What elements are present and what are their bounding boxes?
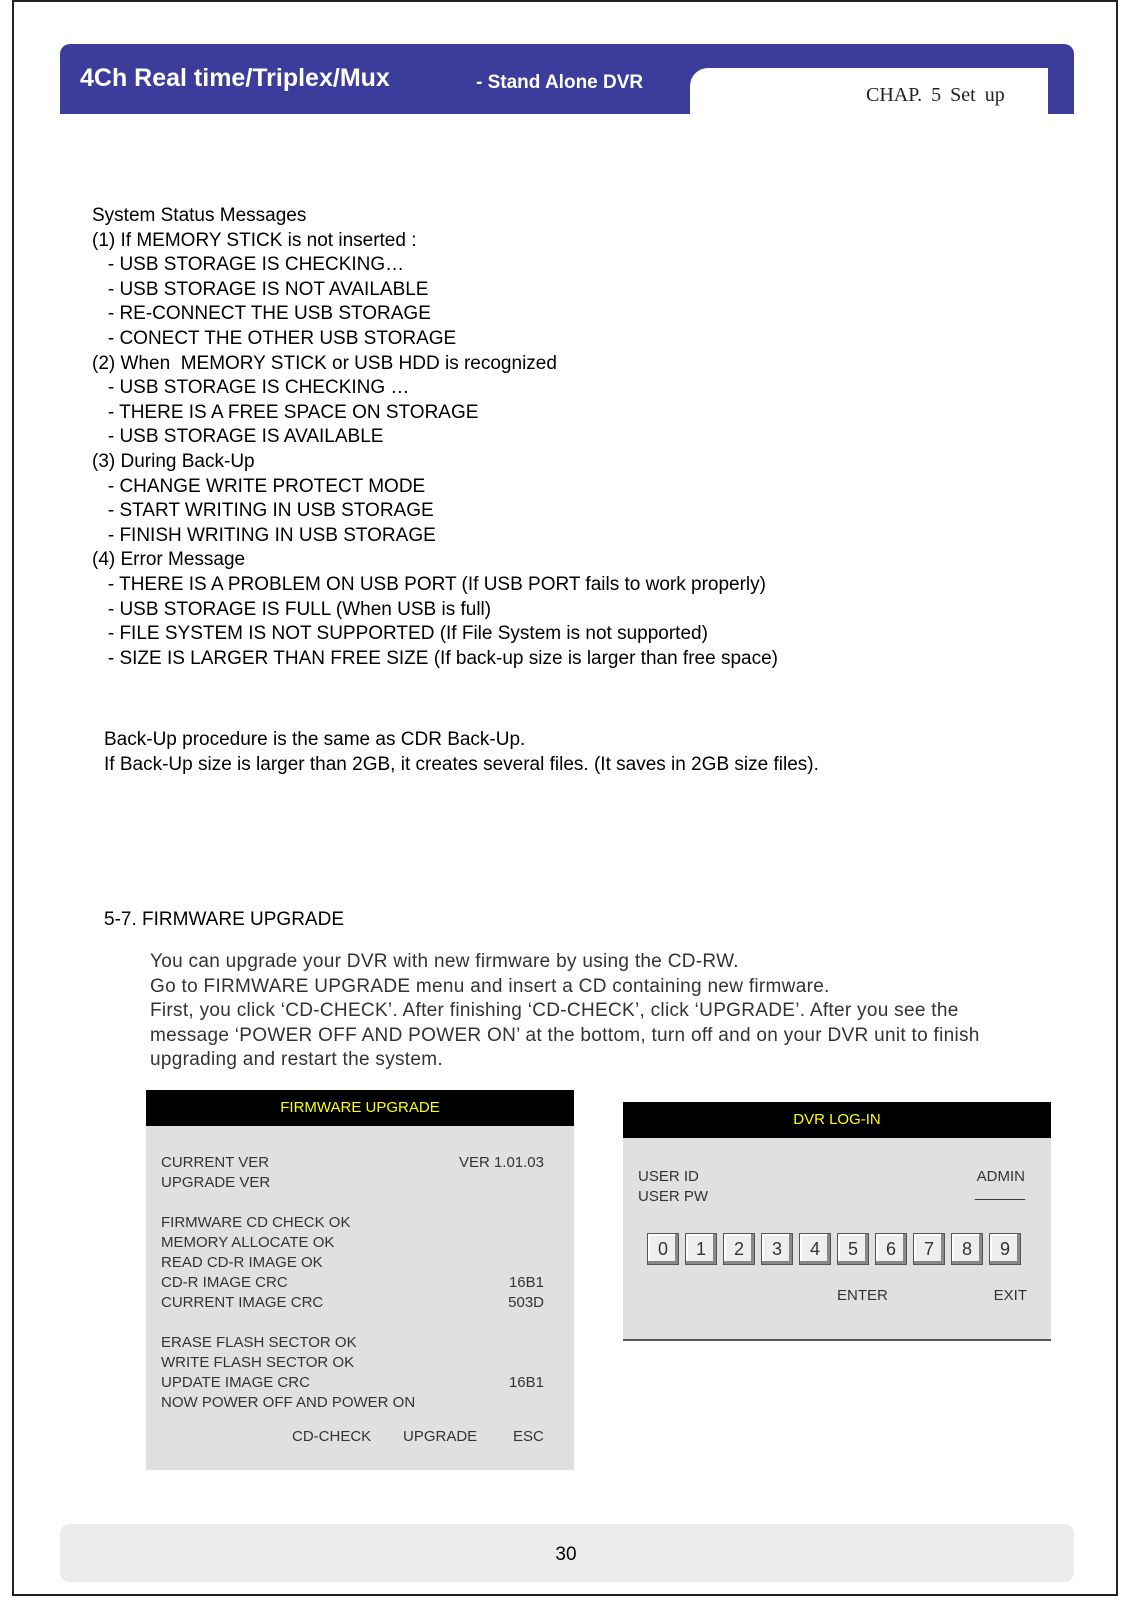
backup-note [104,727,819,777]
section-line: upgrading and restart the system. [150,1049,443,1071]
section-line: First, you click ‘CD-CHECK’. After finishing ‘CD-CHECK’, click ‘UPGRADE’. After you see the [150,1000,959,1022]
backup-line: If Back-Up size is larger than 2GB, it creates several files. (It saves in 2GB size files). [104,754,819,775]
esc-button[interactable]: ESC [513,1428,544,1445]
key-6[interactable]: 6 [875,1233,907,1265]
upgrade-ver-label: UPGRADE VER [161,1174,271,1191]
key-7[interactable]: 7 [913,1233,945,1265]
status-line: (2) When MEMORY STICK or USB HDD is recognized [92,352,557,374]
chapter-label: CHAP. 5 Set up [866,84,1005,106]
user-id-value[interactable]: ADMIN [976,1168,1025,1185]
status-line: System Status Messages [92,205,307,226]
key-2[interactable]: 2 [723,1233,755,1265]
status-line: - CONECT THE OTHER USB STORAGE [92,327,457,349]
erase-flash-ok: ERASE FLASH SECTOR OK [161,1334,357,1351]
firmware-panel-title: FIRMWARE UPGRADE [146,1090,574,1126]
section-body [150,950,980,1073]
memory-allocate-ok: MEMORY ALLOCATE OK [161,1234,335,1251]
status-line: - START WRITING IN USB STORAGE [92,500,434,522]
key-1[interactable]: 1 [685,1233,717,1265]
enter-button[interactable]: ENTER [837,1287,888,1304]
dvr-login-panel [623,1102,1051,1341]
exit-button[interactable]: EXIT [993,1287,1027,1304]
status-line: - THERE IS A PROBLEM ON USB PORT (If USB PORT fails to work properly) [92,573,766,595]
key-8[interactable]: 8 [951,1233,983,1265]
section-line: Go to FIRMWARE UPGRADE menu and insert a CD containing new firmware. [150,975,830,997]
section-title: 5-7. FIRMWARE UPGRADE [104,909,344,930]
status-line: - USB STORAGE IS CHECKING … [92,377,410,399]
read-image-ok: READ CD-R IMAGE OK [161,1254,323,1271]
status-line: - THERE IS A FREE SPACE ON STORAGE [92,401,479,423]
user-pw-field[interactable]: ______ [974,1184,1025,1201]
key-4[interactable]: 4 [799,1233,831,1265]
cdr-crc-value: 16B1 [508,1274,544,1291]
status-line: - SIZE IS LARGER THAN FREE SIZE (If back-up size is larger than free space) [92,647,778,669]
header-title: 4Ch Real time/Triplex/Mux [80,64,390,92]
status-line: - FINISH WRITING IN USB STORAGE [92,524,436,546]
status-line: (1) If MEMORY STICK is not inserted : [92,229,417,251]
header-subtitle: - Stand Alone DVR [476,72,644,93]
firmware-upgrade-panel [146,1090,574,1470]
status-messages [92,204,778,671]
current-crc-label: CURRENT IMAGE CRC [161,1294,324,1311]
cd-check-ok: FIRMWARE CD CHECK OK [161,1214,351,1231]
key-3[interactable]: 3 [761,1233,793,1265]
key-5[interactable]: 5 [837,1233,869,1265]
status-line: - CHANGE WRITE PROTECT MODE [92,475,426,497]
login-panel-title: DVR LOG-IN [623,1102,1051,1138]
current-crc-value: 503D [508,1294,544,1311]
cdr-crc-label: CD-R IMAGE CRC [161,1274,288,1291]
current-ver-value: VER 1.01.03 [458,1154,544,1171]
cd-check-button[interactable]: CD-CHECK [292,1428,372,1445]
backup-line: Back-Up procedure is the same as CDR Back-Up. [104,729,526,750]
user-id-label: USER ID [638,1168,699,1185]
section-line: message ‘POWER OFF AND POWER ON’ at the bottom, turn off and on your DVR unit to finish [150,1024,980,1046]
status-line: - RE-CONNECT THE USB STORAGE [92,303,431,325]
status-line: - FILE SYSTEM IS NOT SUPPORTED (If File System is not supported) [92,623,708,645]
upgrade-button[interactable]: UPGRADE [403,1428,478,1445]
page-number: 30 [555,1544,577,1565]
status-line: (4) Error Message [92,549,246,571]
power-message: NOW POWER OFF AND POWER ON [161,1394,416,1411]
status-line: (3) During Back-Up [92,450,255,472]
status-line: - USB STORAGE IS CHECKING… [92,254,405,276]
user-pw-label: USER PW [638,1188,709,1205]
key-0[interactable]: 0 [647,1233,679,1265]
status-line: - USB STORAGE IS NOT AVAILABLE [92,278,429,300]
numeric-keypad [647,1233,1021,1265]
update-crc-label: UPDATE IMAGE CRC [161,1374,310,1391]
key-9[interactable]: 9 [989,1233,1021,1265]
status-line: - USB STORAGE IS AVAILABLE [92,426,384,448]
update-crc-value: 16B1 [508,1374,544,1391]
current-ver-label: CURRENT VER [161,1154,270,1171]
status-line: - USB STORAGE IS FULL (When USB is full) [92,598,492,620]
section-line: You can upgrade your DVR with new firmware by using the CD-RW. [150,951,739,972]
write-flash-ok: WRITE FLASH SECTOR OK [161,1354,355,1371]
